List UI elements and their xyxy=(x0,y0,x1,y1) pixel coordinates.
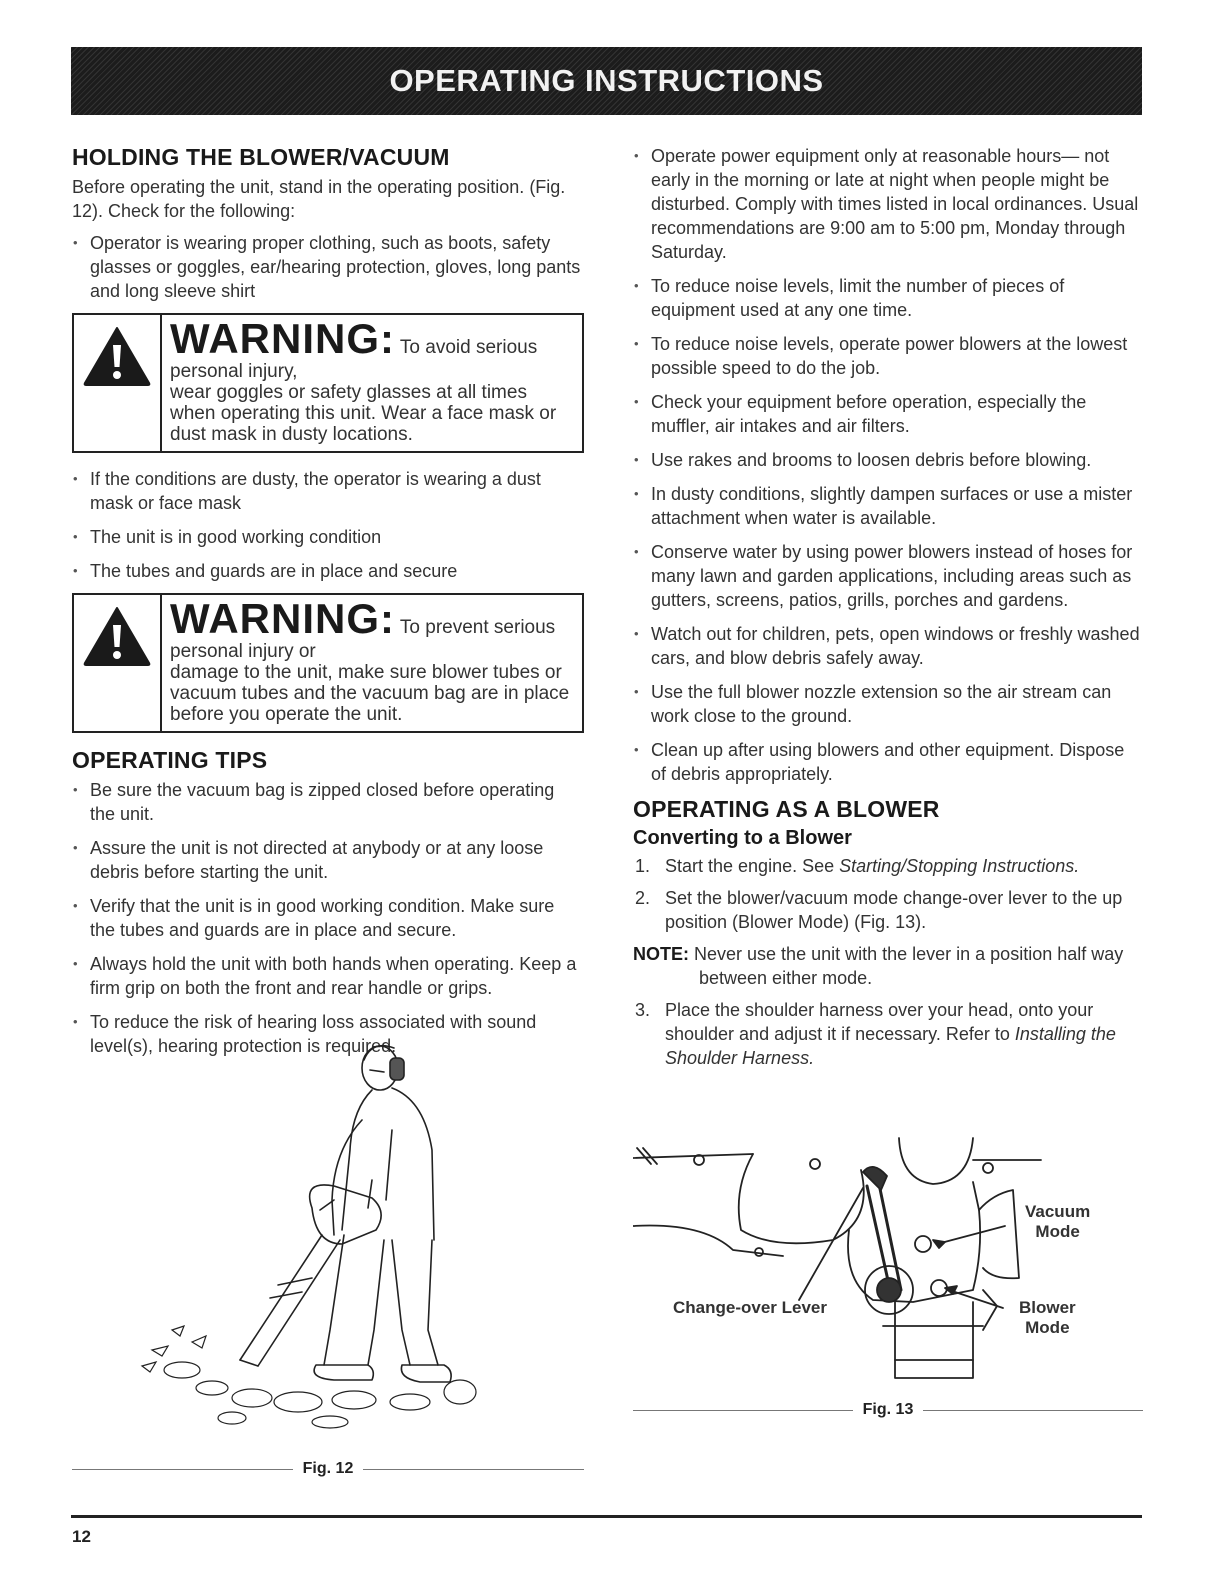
blower-heading: OPERATING AS A BLOWER xyxy=(633,796,940,822)
left-column xyxy=(72,144,584,1068)
list-item: • To reduce noise levels, limit the number of pieces of equipment used at any one time. xyxy=(633,274,1143,322)
list-item: • If the conditions are dusty, the operator is wearing a dust mask or face mask xyxy=(72,467,584,515)
list-item: • Use rakes and brooms to loosen debris before blowing. xyxy=(633,448,1143,472)
list-item: • Conserve water by using power blowers instead of hoses for many lawn and garden applications, including areas such as gutters, screens, patios, grills, porches and gardens. xyxy=(633,540,1143,612)
step-item xyxy=(633,886,1143,934)
list-item: • Assure the unit is not directed at anybody or at any loose debris before starting the unit. xyxy=(72,836,584,884)
footer-rule xyxy=(71,1515,1142,1518)
list-item: • Verify that the unit is in good working condition. Make sure the tubes and guards are in place and secure. xyxy=(72,894,584,942)
step-reference: Starting/Stopping Instructions. xyxy=(839,856,1080,876)
warning-lead: To prevent serious personal injury or xyxy=(170,617,556,662)
page-header-banner xyxy=(71,47,1142,115)
step-text: Set the blower/vacuum mode change-over lever to the up position (Blower Mode) (Fig. 13). xyxy=(665,888,1123,932)
holding-heading: HOLDING THE BLOWER/VACUUM xyxy=(72,144,450,170)
warning-heading: WARNING: xyxy=(170,315,395,362)
list-item: • To reduce the risk of hearing loss associated with sound level(s), hearing protection is required. xyxy=(72,1010,584,1058)
warning-box-tubes xyxy=(72,593,584,733)
warning-heading: WARNING: xyxy=(170,595,395,642)
blower-steps xyxy=(633,854,1143,934)
right-column xyxy=(633,144,1143,1078)
step-item xyxy=(633,998,1143,1070)
blower-subheading: Converting to a Blower xyxy=(633,827,852,849)
warning-body: damage to the unit, make sure blower tubes or vacuum tubes and the vacuum bag are in place before you operate the unit. xyxy=(170,662,570,725)
warning-triangle-icon xyxy=(74,595,162,731)
tips-heading: OPERATING TIPS xyxy=(72,747,268,773)
tips-bullets xyxy=(72,778,584,1058)
list-item: • Check your equipment before operation, especially the muffler, air intakes and air filters. xyxy=(633,390,1143,438)
warning-triangle-icon xyxy=(74,315,162,451)
figure-13-caption xyxy=(633,1401,1143,1419)
holding-bullets-before xyxy=(72,231,584,303)
warning-box-goggles xyxy=(72,313,584,453)
step-text: Start the engine. See xyxy=(665,856,840,876)
vacuum-mode-label: Vacuum Mode xyxy=(1025,1202,1091,1241)
list-item: • Clean up after using blowers and other equipment. Dispose of debris appropriately. xyxy=(633,738,1143,786)
change-over-lever-illustration xyxy=(633,1130,1143,1390)
list-item: • The tubes and guards are in place and secure xyxy=(72,559,584,583)
caption-text: Fig. 12 xyxy=(302,1460,354,1477)
list-item: • In dusty conditions, slightly dampen surfaces or use a mister attachment when water is available. xyxy=(633,482,1143,530)
list-item: • To reduce noise levels, operate power blowers at the lowest possible speed to do the job. xyxy=(633,332,1143,380)
holding-bullets-after xyxy=(72,467,584,583)
step-text: Place the shoulder harness over your head, onto your shoulder and adjust it if necessary. Refer to xyxy=(665,1000,1094,1044)
step-number: 3. xyxy=(635,1000,651,1020)
figure-12 xyxy=(72,1030,584,1477)
step-number: 1. xyxy=(635,856,651,876)
list-item: • Be sure the vacuum bag is zipped closed before operating the unit. xyxy=(72,778,584,826)
list-item: • Use the full blower nozzle extension so the air stream can work close to the ground. xyxy=(633,680,1143,728)
note xyxy=(633,942,1143,990)
list-item: • Operate power equipment only at reasonable hours— not early in the morning or late at night when people might be disturbed. Comply with times listed in local ordinances. Usual recommendations are 9:00 am to 5:00 pm, Monday through Saturday. xyxy=(633,144,1143,264)
step-number: 2. xyxy=(635,888,651,908)
figure-13 xyxy=(633,1130,1143,1420)
noise-bullets xyxy=(633,144,1143,786)
list-item: • Operator is wearing proper clothing, such as boots, safety glasses or goggles, ear/hearing protection, gloves, long pants and long sleeve shirt xyxy=(72,231,584,303)
blower-steps-cont xyxy=(633,998,1143,1070)
warning-text xyxy=(162,315,582,451)
page-title: OPERATING INSTRUCTIONS xyxy=(389,63,824,98)
figure-12-caption xyxy=(72,1460,584,1478)
change-over-lever-label: Change-over Lever xyxy=(673,1298,827,1317)
holding-intro: Before operating the unit, stand in the operating position. (Fig. 12). Check for the following: xyxy=(72,177,566,221)
note-text: Never use the unit with the lever in a position half way between either mode. xyxy=(694,944,1124,988)
warning-lead: To avoid serious personal injury, xyxy=(170,337,538,382)
list-item: • Watch out for children, pets, open windows or freshly washed cars, and blow debris safely away. xyxy=(633,622,1143,670)
caption-text: Fig. 13 xyxy=(862,1401,914,1418)
operator-blower-illustration xyxy=(72,1030,584,1435)
list-item: • Always hold the unit with both hands when operating. Keep a firm grip on both the front and rear handle or grips. xyxy=(72,952,584,1000)
step-item xyxy=(633,854,1143,878)
page-number: 12 xyxy=(72,1527,91,1546)
warning-body: wear goggles or safety glasses at all times when operating this unit. Wear a face mask or dust mask in dusty locations. xyxy=(170,382,557,445)
step-reference: Installing the Shoulder Harness. xyxy=(665,1024,1116,1068)
blower-mode-label: Blower Mode xyxy=(1019,1298,1076,1337)
note-label: NOTE: xyxy=(633,944,689,964)
list-item: • The unit is in good working condition xyxy=(72,525,584,549)
warning-text xyxy=(162,595,582,731)
